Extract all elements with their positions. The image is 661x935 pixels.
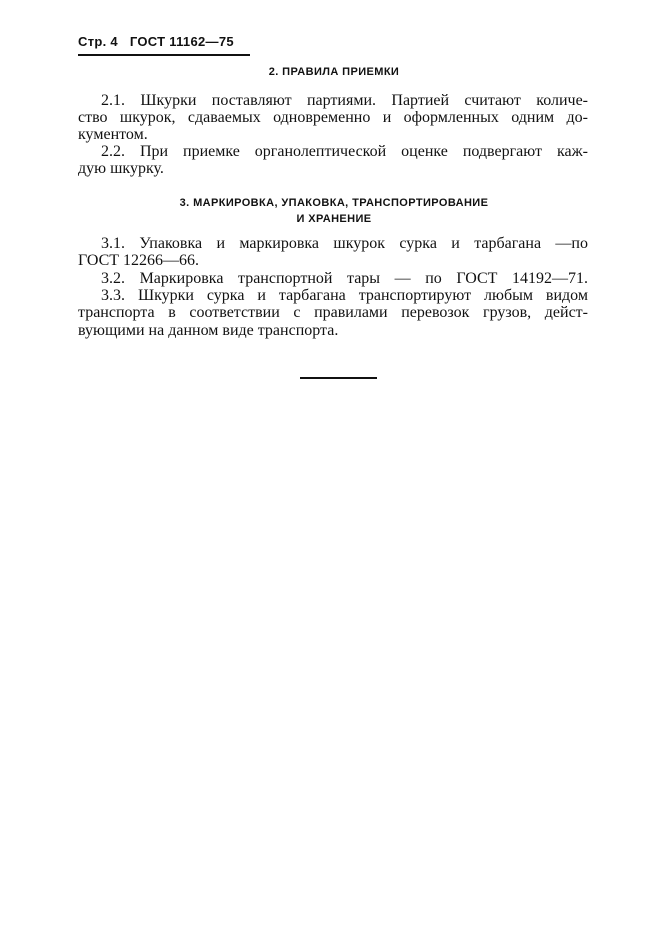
section-3-title: 3. МАРКИРОВКА, УПАКОВКА, ТРАНСПОРТИРОВАНИЕ [179,197,489,209]
paragraph-line: 3.3. Шкурки сурка и тарбагана транспортируют любым видом [101,287,588,304]
page-header [78,34,242,49]
header-rule [78,54,250,56]
paragraph-line: вующими на данном виде транспорта. [78,322,339,339]
section-2-title: 2. ПРАВИЛА ПРИЕМКИ [268,66,400,78]
section-3-title-cont: И ХРАНЕНИЕ [296,213,372,225]
paragraph-line: 2.2. При приемке органолептической оценке подвергают каж- [101,143,588,160]
paragraph-line: дую шкурку. [78,160,164,177]
paragraph-line: кументом. [78,126,148,143]
paragraph-line: ГОСТ 12266—66. [78,252,200,269]
end-rule [300,377,377,379]
paragraph-line: ство шкурок, сдаваемых одновременно и оформленных одним до- [78,109,588,126]
paragraph-line: 2.1. Шкурки поставляют партиями. Партией считают количе- [101,92,588,109]
page-number: Стр. 4 [78,34,118,49]
paragraph-line: 3.2. Маркировка транспортной тары — по ГОСТ 14192—71. [101,270,588,287]
paragraph-line: транспорта в соответствии с правилами перевозок грузов, дейст- [78,304,588,321]
paragraph-line: 3.1. Упаковка и маркировка шкурок сурка и тарбагана —по [101,235,588,252]
standard-number: ГОСТ 11162—75 [129,34,234,49]
